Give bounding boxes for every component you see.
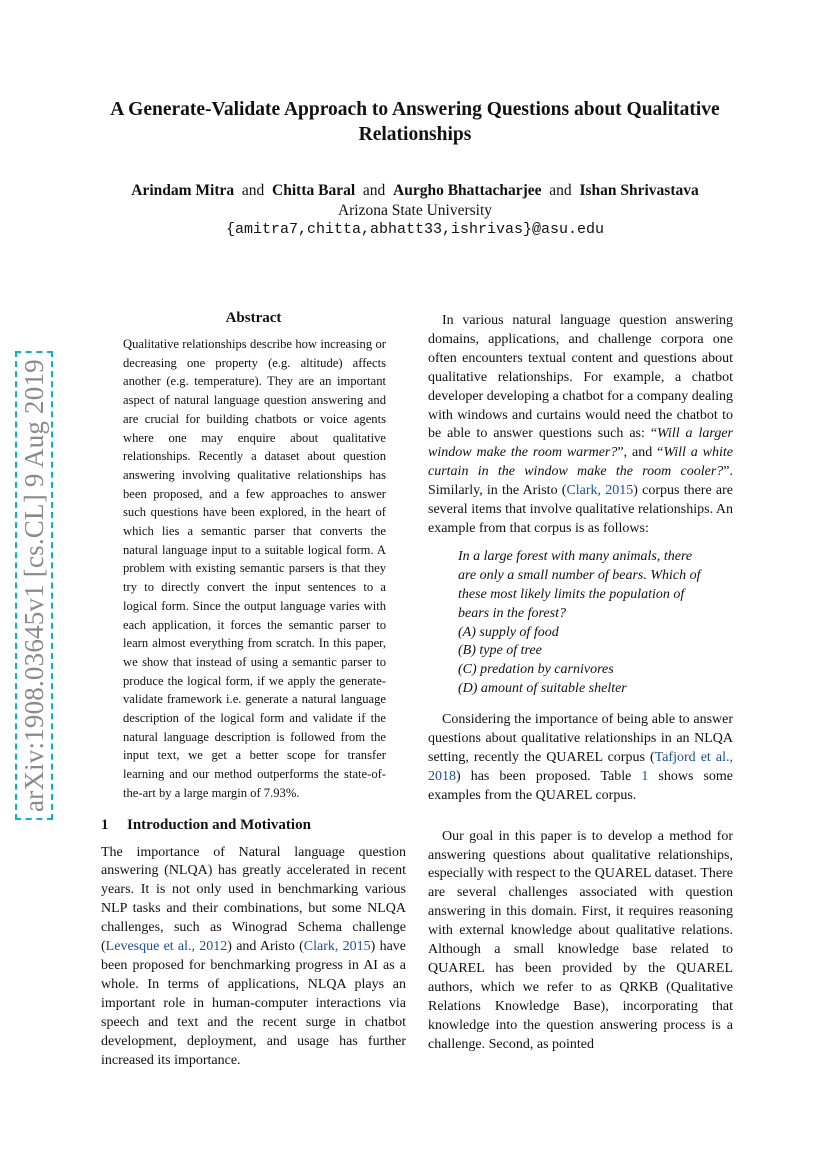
section-title: Introduction and Motivation [127, 816, 311, 833]
body-paragraph: In various natural language question answering domains, applications, and challenge corpora one often encounters textual content and questions about qualitative relationships. For example, a chatbot developer developing a chatbot for a company dealing with windows and curtains would need the chatbot to be able to answer questions such as: “Will a larger window make the room warmer?”, and “Will a white curtain in the window make the room cooler?”. Similarly, in the Aristo (Clark, 2015) corpus there are several items that involve qualitative relationships. An example from that corpus is as follows: [428, 313, 733, 536]
citation-link[interactable]: Levesque et al., 2012 [105, 939, 228, 955]
answer-option: (D) amount of suitable shelter [458, 681, 627, 697]
section-number: 1 [101, 816, 109, 833]
answer-option: (A) supply of food [458, 624, 559, 640]
author-list [60, 180, 770, 201]
arxiv-identifier-stamp [15, 320, 53, 820]
arxiv-identifier[interactable]: arXiv:1908.03645v1 [cs.CL] 9 Aug 2019 [15, 351, 53, 820]
body-paragraph: Our goal in this paper is to develop a method for answering questions about qualitative relationships, especially with respect to the QUAREL dataset. There are several challenges associated with question answering in this domain. First, it requires reasoning with external knowledge about qualitative relations. Although a small knowledge base related to QUAREL has been provided by the QUAREL authors, which we refer to as QRKB (Qualitative Relations Knowledge Base), incorporating that knowledge into the question answering process is a challenge. Second, as pointed [428, 828, 733, 1052]
example-question: Will a larger window make the room warmer? [428, 426, 733, 461]
example-question-block [458, 548, 713, 699]
author-name: Ishan Shrivastava [579, 182, 699, 199]
example-question-stem: In a large forest with many animals, there are only a small number of bears. Which of these most likely limits the population of bears in the forest? [458, 548, 701, 621]
citation-link[interactable]: Clark, 2015 [566, 483, 634, 499]
author-name: Chitta Baral [272, 182, 356, 199]
author-name: Aurgho Bhattacharjee [393, 182, 542, 199]
citation-link[interactable]: Clark, 2015 [303, 939, 371, 955]
author-emails: {amitra7,chitta,abhatt33,ishrivas}@asu.edu [225, 221, 605, 238]
section-heading [101, 817, 406, 834]
left-column [101, 310, 406, 1070]
author-separator: and [362, 182, 386, 199]
answer-option: (C) predation by carnivores [458, 662, 614, 678]
example-question: Will a white curtain in the window make the room cooler? [428, 445, 733, 480]
body-paragraph: Considering the importance of being able to answer questions about qualitative relationships in an NLQA setting, recently the QUAREL corpus (Tafjord et al., 2018) has been proposed. Table 1 shows some examples from the QUAREL corpus. [428, 712, 733, 803]
intro-paragraph: The importance of Natural language question answering (NLQA) has greatly accelerated in recent years. It is not only used in benchmarking various NLP tasks and their combinations, but some NLQA challenges, such as Winograd Schema challenge (Levesque et al., 2012) and Aristo (Clark, 2015) have been proposed for benchmarking progress in AI as a whole. In terms of applications, NLQA plays an important role in human-computer interactions via speech and text and the recent surge in chatbot development, deployment, and usage has further increased its importance. [101, 844, 406, 1068]
author-separator: and [549, 182, 572, 199]
paper-title: A Generate-Validate Approach to Answering Questions about Qualitative Relationships [110, 99, 720, 145]
abstract-heading: Abstract [225, 310, 282, 326]
affiliation: Arizona State University [337, 202, 493, 219]
author-separator: and [241, 182, 265, 199]
table-reference-link[interactable]: 1 [641, 768, 649, 784]
author-name: Arindam Mitra [131, 182, 235, 199]
answer-option: (B) type of tree [458, 643, 542, 659]
citation-link[interactable]: Tafjord et al., 2018 [428, 749, 733, 784]
abstract-text: Qualitative relationships describe how increasing or decreasing one property (e.g. altitude) affects another (e.g. temperature). They are an important aspect of natural language question answering and are crucial for building chatbots or voice agents where one may enquire about qualitative relationships. Recently a dataset about question answering involving qualitative relationships has been proposed, and a few approaches to answer such questions have been explored, in the heart of which lies a semantic parser that converts the natural language input to a suitable logical form. A problem with existing semantic parsers is that they try to directly convert the input sentences to a logical form. Since the output language varies with each application, it forces the semantic parser to learn almost everything from scratch. In this paper, we show that instead of using a semantic parser to produce the logical form, if we apply the generate-validate framework i.e. generate a natural language description of the logical form and validate if the natural language description is followed from the input text, we get a better scope for transfer learning and our method outperforms the state-of-the-art by a large margin of 7.93%. [123, 337, 386, 800]
right-column [428, 312, 733, 1055]
